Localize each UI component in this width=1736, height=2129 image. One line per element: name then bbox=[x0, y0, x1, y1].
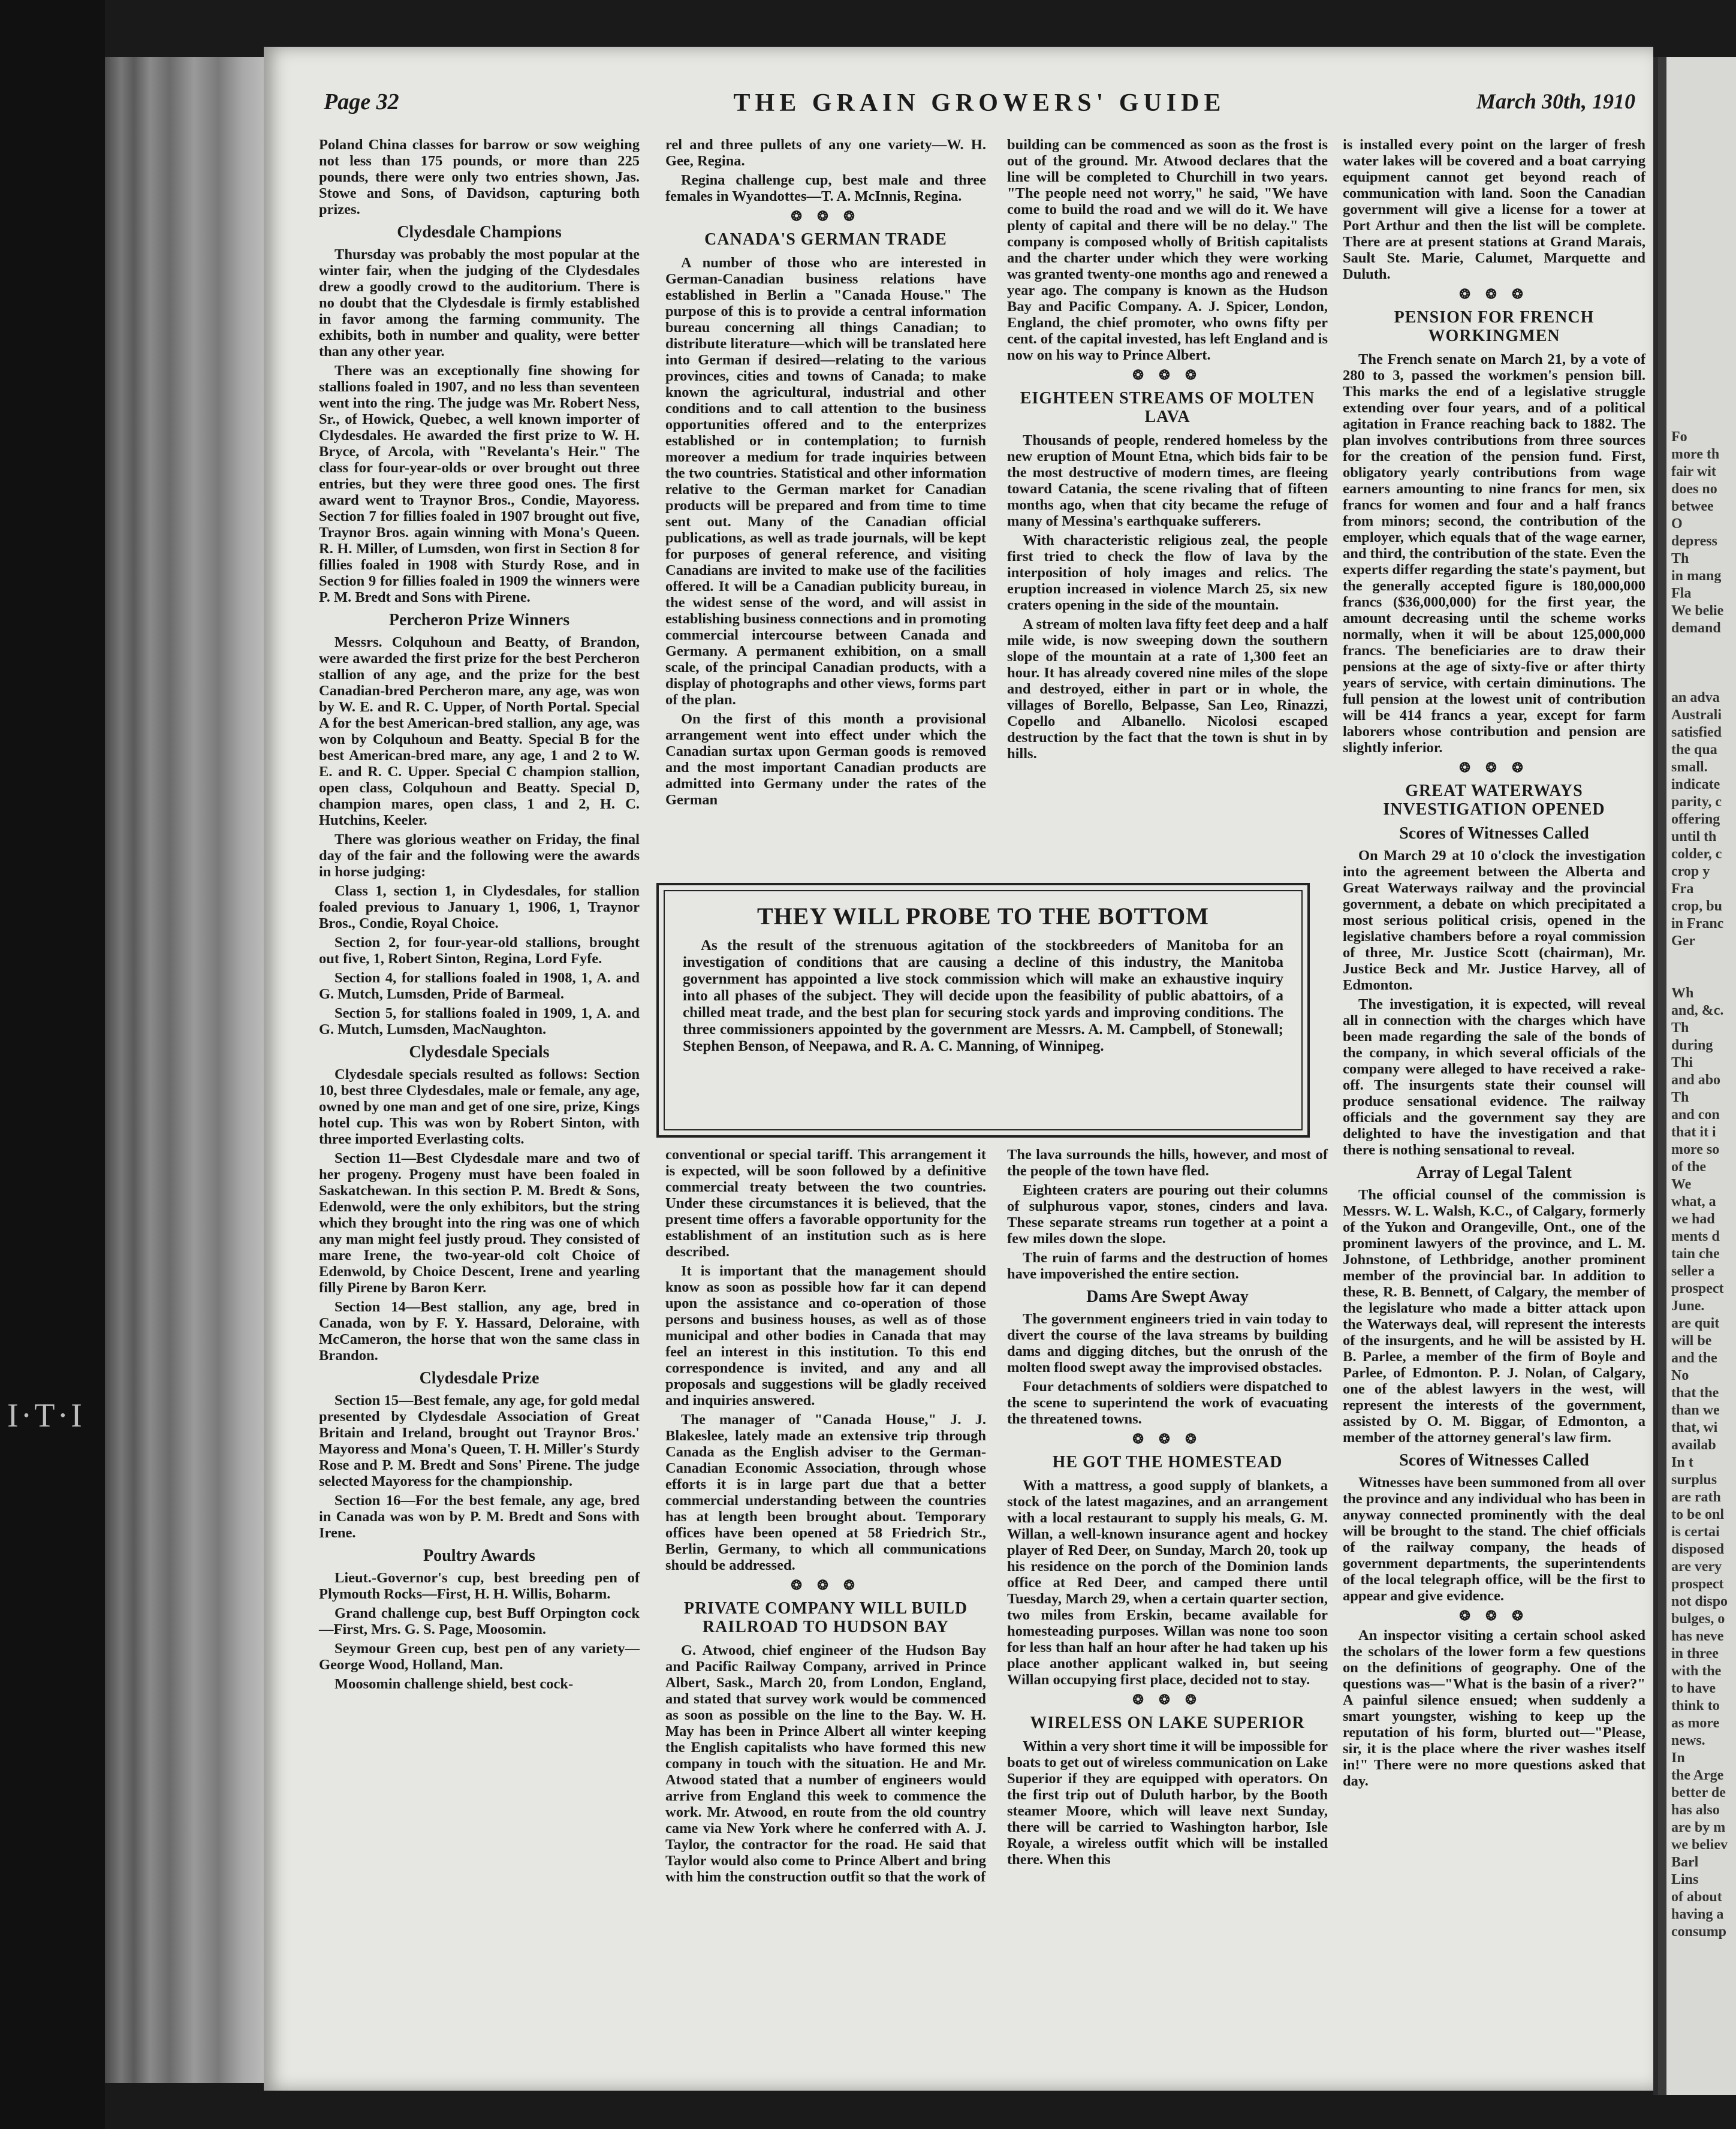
section-separator: ❂ ❂ ❂ bbox=[791, 209, 861, 224]
column-3-top bbox=[1007, 137, 1328, 765]
article-headline: PRIVATE COMPANY WILL BUILD RAILROAD TO HUDSON BAY bbox=[683, 1599, 968, 1636]
subheading: Poultry Awards bbox=[423, 1546, 535, 1565]
paragraph: Messrs. Colquhoun and Beatty, of Brandon, were awarded the first prize for the best Percheron stallion of any age, and the prize for the best Canadian-bred Percheron mare, any age, was won by W. E. and R. C. Upper, of North Portal. Special A for the best American-bred stallion, any age, was won by Colquhoun and Beatty. Special B for the best American-bred mare, any age, 1 and 2 to W. E. and R. C. Upper. Special C champion stallion, open class, Colquhoun and Beatty. Special D, champion mares, open class, 1 and 2, H. C. Hutchins, Keeler. bbox=[319, 634, 640, 828]
article-headline: WIRELESS ON LAKE SUPERIOR bbox=[1030, 1714, 1305, 1732]
paragraph: rel and three pullets of any one variety—W. H. Gee, Regina. bbox=[665, 137, 986, 169]
subheading: Array of Legal Talent bbox=[1416, 1163, 1572, 1182]
paragraph: Section 16—For the best female, any age, bred in Canada was won by P. M. Bredt and Sons with Irene. bbox=[319, 1492, 640, 1541]
paragraph: The investigation, it is expected, will reveal all in connection with the charges which have been made regarding the sale of the bonds of the company, in which several officials of the company were alleged to have received a rake-off. The insurgents state their counsel will produce sensational evidence. The railway officials and the government say they are delighted to have the investigation and that there is nothing sensational to reveal. bbox=[1343, 996, 1645, 1158]
page-number: Page 32 bbox=[324, 89, 399, 114]
section-separator: ❂ ❂ ❂ bbox=[1459, 1608, 1529, 1623]
paragraph: building can be commenced as soon as the frost is out of the ground. Mr. Atwood declares that the line will be completed to Churchill in two years. "The people need not worry," he said, "We have come to build the road and we will do it. We have plenty of capital and there will be no delay." The company is composed wholly of British capitalists and the charter under which they were working was granted twenty-one months ago and renewed a year ago. The company is known as the Hudson Bay and Pacific Company. A. J. Spicer, London, England, the chief promoter, who owns fifty per cent. of the capital invested, has left England and is now on his way to Prince Albert. bbox=[1007, 137, 1328, 363]
paragraph: There was an exceptionally fine showing for stallions foaled in 1907, and no less than seventeen went into the ring. The judge was Mr. Robert Ness, Sr., of Howick, Quebec, a well known importer of Clydesdales. He awarded the first prize to W. H. Bryce, of Arcola, with "Revelanta's Heir." The class for four-year-olds or over brought out three entries, but they were three good ones. The first award went to Traynor Bros., Condie, Mayoress. Section 7 for fillies foaled in 1907 brought out five, Traynor Bros. again winning with Mona's Queen. R. H. Miller, of Lumsden, won first in Section 8 for fillies foaled in 1908 with Sturdy Rose, and in Section 9 for fillies foaled in 1909 the winners were P. M. Bredt and Sons with Pirene. bbox=[319, 363, 640, 605]
paragraph: Four detachments of soldiers were dispatched to the scene to superintend the work of evacuating the threatened towns. bbox=[1007, 1379, 1328, 1427]
boxed-paragraph: As the result of the strenuous agitation of the stockbreeders of Manitoba for an investigation of conditions that are causing a decline of this industry, the Manitoba government has appointed a live stock commission which will make an exhaustive inquiry into all phases of the subject. They will decide upon the feasibility of public abattoirs, of a chilled meat trade, and the best plan for securing stock yards and improving conditions. The three commissioners appointed by the government are Messrs. A. M. Campbell, of Stonewall; Stephen Benson, of Neepawa, and R. A. C. Manning, of Winnipeg. bbox=[683, 937, 1283, 1054]
paragraph: Clydesdale specials resulted as follows: Section 10, best three Clydesdales, male or female, any age, owned by one man and get of one sire, prize, Kings hotel cup. This was won by Robert Sinton, with three imported Everlasting colts. bbox=[319, 1066, 640, 1147]
column-2-top bbox=[665, 137, 986, 811]
paragraph: conventional or special tariff. This arrangement it is expected, will be soon followed by a definitive commercial treaty between the two countries. Under these circumstances it is believed, that the present time offers a favorable opportunity for the establishment of an institution such as is here described. bbox=[665, 1147, 986, 1260]
article-headline: CANADA'S GERMAN TRADE bbox=[704, 230, 947, 249]
paragraph: Section 15—Best female, any age, for gold medal presented by Clydesdale Association of Great Britain and Ireland, brought out Traynor Bros.' Mayoress and Mona's Queen, T. H. Miller's Sturdy Rose and P. M. Bredt and Sons' Pirene. The judge selected Mayoress for the championship. bbox=[319, 1392, 640, 1489]
paragraph: Grand challenge cup, best Buff Orpington cock—First, Mrs. G. S. Page, Moosomin. bbox=[319, 1605, 640, 1638]
paragraph: The French senate on March 21, by a vote of 280 to 3, passed the workmen's pension bill. This marks the end of a legislative struggle extending over four years, and of a political agitation in France reaching back to 1882. The plan involves contributions from three sources for the creation of the pension fund. First, obligatory yearly contributions from wage earners amounting to nine francs for men, six francs for women and four and a half francs from minors; second, the contribution of the employer, which equals that of the wage earner, and third, the contribution of the state. Even the experts differ regarding the state's payment, but the generally accepted figure is 180,000,000 francs ($36,000,000) for the first year, the amount decreasing until the scheme works normally, when it will be about 125,000,000 francs. The beneficiaries are to draw their pensions at the age of sixty-five or after thirty years of service, with certain diminutions. The full pension at the lowest unit of contribution will be 414 francs a year, except for farm laborers whose contribution and pension are slightly inferior. bbox=[1343, 351, 1645, 756]
section-separator: ❂ ❂ ❂ bbox=[1132, 367, 1202, 382]
paragraph: On March 29 at 10 o'clock the investigation into the agreement between the Alberta and Great Waterways railway and the provincial government, a debate on which precipitated a most serious political crisis, opened in the legislative chambers before a royal commission of three, Mr. Justice Scott (chairman), Mr. Justice Beck and Mr. Justice Harvey, all of Edmonton. bbox=[1343, 848, 1645, 993]
paragraph: The government engineers tried in vain today to divert the course of the lava streams by building dams and digging ditches, but the onrush of the molten flood swept away the improvised obstacles. bbox=[1007, 1311, 1328, 1376]
margin-mark: I·T·I bbox=[7, 1397, 85, 1434]
paragraph: G. Atwood, chief engineer of the Hudson Bay and Pacific Railway Company, arrived in Prince Albert, Sask., March 20, from London, England, and stated that survey work would be commenced as soon as possible on the line to the Bay. W. H. May has been in Prince Albert all winter keeping the English capitalists who have formed this new company in touch with the situation. He and Mr. Atwood stated that a number of engineers would arrive from England this week to commence the work. Mr. Atwood, en route from the old country came via New York where he conferred with A. J. Taylor, the contractor for the road. He said that Taylor would also come to Prince Albert and bring with him the construction outfit so that the work of bbox=[665, 1642, 986, 1885]
subheading: Percheron Prize Winners bbox=[388, 611, 570, 629]
paragraph: Seymour Green cup, best pen of any variety—George Wood, Holland, Man. bbox=[319, 1641, 640, 1673]
subheading: Clydesdale Prize bbox=[419, 1369, 540, 1388]
paragraph: The ruin of farms and the destruction of homes have impoverished the entire section. bbox=[1007, 1250, 1328, 1282]
paragraph: Thousands of people, rendered homeless by the new eruption of Mount Etna, which bids fair to be the most destructive of modern times, are fleeing toward Catania, the scene rivaling that of fifteen months ago, when that city became the refuge of many of Messina's earthquake sufferers. bbox=[1007, 432, 1328, 529]
paragraph: A stream of molten lava fifty feet deep and a half mile wide, is now sweeping down the southern slope of the mountain at a rate of 1,300 feet an hour. It has already covered nine miles of the slope and destroyed, either in part or in whole, the villages of Borello, Belpasse, San Leo, Rinazzi, Copello and Albanello. Nicolosi escaped destruction by the fact that the town is shut in by hills. bbox=[1007, 616, 1328, 762]
paragraph: There was glorious weather on Friday, the final day of the fair and the following were the awards in horse judging: bbox=[319, 831, 640, 880]
paragraph: A number of those who are interested in German-Canadian business relations have established in Berlin a "Canada House." The purpose of this is to provide a central information bureau concerning all things Canadian; to distribute literature—which will be translated here into German if desired—relating to the various provinces, cities and towns of Canada; to make known the agricultural, industrial and other conditions and to call attention to the business opportunities offered and to the enterprizes established or in contemplation; to furnish moreover a medium for trade inquiries between the two countries. Statistical and other information relative to the German market for Canadian products will be prepared and from time to time sent out. Many of the Canadian official publications, as well as trade journals, will be kept for purposes of general reference, and visiting Canadians are invited to make use of the facilities offered. It will be a Canadian publicity bureau, in the widest sense of the word, and will assist in establishing business connections and in promoting commercial intercourse between Canada and Germany. A permanent exhibition, on a small scale, of the principal Canadian products, with a display of photographs and other views, forms part of the plan. bbox=[665, 255, 986, 708]
paragraph: The manager of "Canada House," J. J. Blakeslee, lately made an extensive trip through Canada as the English adviser to the German-Canadian Economic Association, through whose efforts it is in large part due that a better commercial understanding between the countries has at length been brought about. Temporary offices have been opened at 58 Friedrich Str., Berlin, Germany, to which all communications should be addressed. bbox=[665, 1412, 986, 1573]
paragraph: Moosomin challenge shield, best cock- bbox=[334, 1676, 574, 1692]
subheading: Dams Are Swept Away bbox=[1086, 1287, 1249, 1306]
newspaper-page bbox=[264, 47, 1653, 2091]
paragraph: It is important that the management should know as soon as possible how far it can depend upon the assistance and co-operation of those persons and business houses, as well as of those municipal and other bodies in Canada that may feel an interest in this institution. To this end correspondence is invited, and any and all proposals and suggestions will be gladly received and inquiries answered. bbox=[665, 1263, 986, 1409]
article-headline: EIGHTEEN STREAMS OF MOLTEN LAVA bbox=[1020, 389, 1315, 426]
section-separator: ❂ ❂ ❂ bbox=[1132, 1692, 1202, 1707]
column-3-bottom bbox=[1007, 1147, 1328, 1871]
paragraph: Regina challenge cup, best male and three females in Wyandottes—T. A. McInnis, Regina. bbox=[665, 172, 986, 204]
subheading: Scores of Witnesses Called bbox=[1399, 824, 1589, 843]
paragraph: Section 4, for stallions foaled in 1908, 1, A. and G. Mutch, Lumsden, Pride of Barmeal. bbox=[319, 970, 640, 1002]
page-gutter-shadow bbox=[1658, 57, 1666, 2095]
paragraph: Eighteen craters are pouring out their columns of sulphurous vapor, stones, cinders and lava. These separate streams run together at a point a few miles down the slope. bbox=[1007, 1182, 1328, 1247]
adjacent-page-text: Fo more th fair wit does no betwee O depress Th in mang Fla We belie demand an adva Australi satisfied the qua small. indicate parity, c offering until th colder, c crop y Fra crop, bu in Franc Ger Wh and, &c. Th during Thi and abo Th and con that it i more so of the We what, a we had ments d tain che seller a prospect June. are quit will be and the No that the than we that, wi availab In t surplus are rath to be onl is certai disposed are very prospect not dispo bulges, o has neve in three with the to have think to as more news. In the Arge better de has also are by m we believ Barl Lins of about having a consump bbox=[1671, 429, 1728, 1940]
paragraph: With characteristic religious zeal, the people first tried to check the flow of lava by the interposition of holy images and relics. The eruption increased in violence March 25, six new craters opening in the side of the mountain. bbox=[1007, 532, 1328, 613]
adjacent-page-fragment bbox=[1653, 57, 1736, 2095]
paragraph: The lava surrounds the hills, however, and most of the people of the town have fled. bbox=[1007, 1147, 1328, 1179]
section-separator: ❂ ❂ ❂ bbox=[1132, 1431, 1202, 1446]
boxed-article bbox=[656, 883, 1310, 1138]
paragraph: The official counsel of the commission is Messrs. W. L. Walsh, K.C., of Calgary, formerly of the Yukon and Orangeville, Ont., one of the prominent lawyers of the province, and L. M. Johnstone, of Lethbridge, another prominent member of the provincial bar. In addition to these, R. B. Bennett, of Calgary, the member of the legislature who made a bitter attack upon the Waterways deal, will represent the interests of the insurgents, and he will be assisted by H. B. Parlee, a member of the firm of Boyle and Parlee, of Edmonton. P. J. Nolan, of Calgary, one of the ablest lawyers in the west, will represent the interests of the government, assisted by O. M. Biggar, of Edmonton, a member of the attorney general's law firm. bbox=[1343, 1187, 1645, 1446]
article-headline: HE GOT THE HOMESTEAD bbox=[1052, 1453, 1283, 1471]
paragraph: Poland China classes for barrow or sow weighing not less than 175 pounds, or more than 225 pounds, there were only two entries shown, Jas. Stowe and Sons, of Davidson, capturing both prizes. bbox=[319, 137, 640, 218]
running-header bbox=[324, 89, 1635, 125]
paragraph: is installed every point on the larger of fresh water lakes will be covered and a boat carrying equipment cannot get beyond reach of communication with land. Soon the Canadian government will give a license for a tower at Port Arthur and then the list will be complete. There are at present stations at Grand Marais, Sault Ste. Marie, Calumet, Marquette and Duluth. bbox=[1343, 137, 1645, 282]
section-separator: ❂ ❂ ❂ bbox=[791, 1578, 861, 1593]
article-headline: PENSION FOR FRENCH WORKINGMEN bbox=[1394, 308, 1595, 345]
paragraph: Section 2, for four-year-old stallions, brought out five, 1, Robert Sinton, Regina, Lord Fyfe. bbox=[319, 934, 640, 967]
boxed-headline: THEY WILL PROBE TO THE BOTTOM bbox=[757, 903, 1210, 930]
masthead: THE GRAIN GROWERS' GUIDE bbox=[733, 89, 1226, 117]
subheading: Scores of Witnesses Called bbox=[1399, 1451, 1589, 1470]
subheading: Clydesdale Specials bbox=[409, 1043, 550, 1062]
paragraph: Witnesses have been summoned from all over the province and any individual who has been in anyway connected prominently with the deal will be brought to the stand. The chief officials of the railway company, the heads of government departments, the superintendents of the local telegraph office, will be the first to appear and give evidence. bbox=[1343, 1474, 1645, 1604]
issue-date: March 30th, 1910 bbox=[1476, 89, 1635, 113]
column-2-bottom bbox=[665, 1147, 986, 1888]
paragraph: Section 5, for stallions foaled in 1909, 1, A. and G. Mutch, Lumsden, MacNaughton. bbox=[319, 1005, 640, 1038]
paragraph: An inspector visiting a certain school asked the scholars of the lower form a few questions on the definitions of geography. One of the questions was—"What is the basin of a river?" A painful silence ensued; when suddenly a smart youngster, wishing to keep up the reputation of his form, blurted out—"Please, sir, it is the place where the river washes itself in!" There were no more questions asked that day. bbox=[1343, 1627, 1645, 1789]
paragraph: Thursday was probably the most popular at the winter fair, when the judging of the Clydesdales drew a goodly crowd to the auditorium. There is no doubt that the Clydesdale is firmly established in favor among the farming community. The exhibits, both in number and quality, were better than any other year. bbox=[319, 246, 640, 360]
paragraph: With a mattress, a good supply of blankets, a stock of the latest magazines, and an arrangement with a local restaurant to supply his meals, G. M. Willan, a well-known insurance agent and hockey player of Red Deer, on Sunday, March 20, took up his residence on the porch of the Dominion lands office at Red Deer, and camped there until Tuesday, March 29, when a certain quarter section, two miles from Erskin, became available for homesteading purposes. Willan was none too soon for less than half an hour after he had taken up his place another applicant walked in, but seeing Willan occupying first place, decided not to stay. bbox=[1007, 1477, 1328, 1688]
paragraph: Lieut.-Governor's cup, best breeding pen of Plymouth Rocks—First, H. H. Willis, Boharm. bbox=[319, 1570, 640, 1602]
column-4 bbox=[1343, 137, 1645, 1792]
paragraph: Section 14—Best stallion, any age, bred in Canada, won by F. Y. Hassard, Deloraine, with McCameron, the horse that won the same class in Brandon. bbox=[319, 1299, 640, 1364]
paragraph: Class 1, section 1, in Clydesdales, for stallion foaled previous to January 1, 1906, 1, Traynor Bros., Condie, Royal Choice. bbox=[319, 883, 640, 931]
subheading: Clydesdale Champions bbox=[397, 223, 562, 242]
column-1 bbox=[319, 137, 640, 1695]
article-headline: GREAT WATERWAYS INVESTIGATION OPENED bbox=[1383, 782, 1605, 819]
paragraph: Section 11—Best Clydesdale mare and two of her progeny. Progeny must have been foaled in Saskatchewan. In this section P. M. Bredt & Sons, Edenwold, were the only exhibitors, but the string which they brought into the ring was one of which any man might feel justly proud. They consisted of mare Irene, the two-year-old colt Choice of Edenwold, by Choice Descent, Irene and yearling filly Pirene by Baron Kerr. bbox=[319, 1150, 640, 1296]
section-separator: ❂ ❂ ❂ bbox=[1459, 760, 1529, 775]
book-binding bbox=[0, 0, 105, 2129]
section-separator: ❂ ❂ ❂ bbox=[1459, 287, 1529, 301]
paragraph: Within a very short time it will be impossible for boats to get out of wireless communication on Lake Superior if they are equipped with operators. On the first trip out of Duluth harbor, by the Booth steamer Moore, which will leave next Sunday, there will be carried to Washington harbor, Isle Royale, a wireless outfit which will be installed there. When this bbox=[1007, 1738, 1328, 1868]
paragraph: On the first of this month a provisional arrangement went into effect under which the Canadian surtax upon German goods is removed and the most important Canadian products are admitted into Germany under the rates of the German bbox=[665, 711, 986, 808]
page-edge-stack bbox=[105, 57, 267, 2083]
